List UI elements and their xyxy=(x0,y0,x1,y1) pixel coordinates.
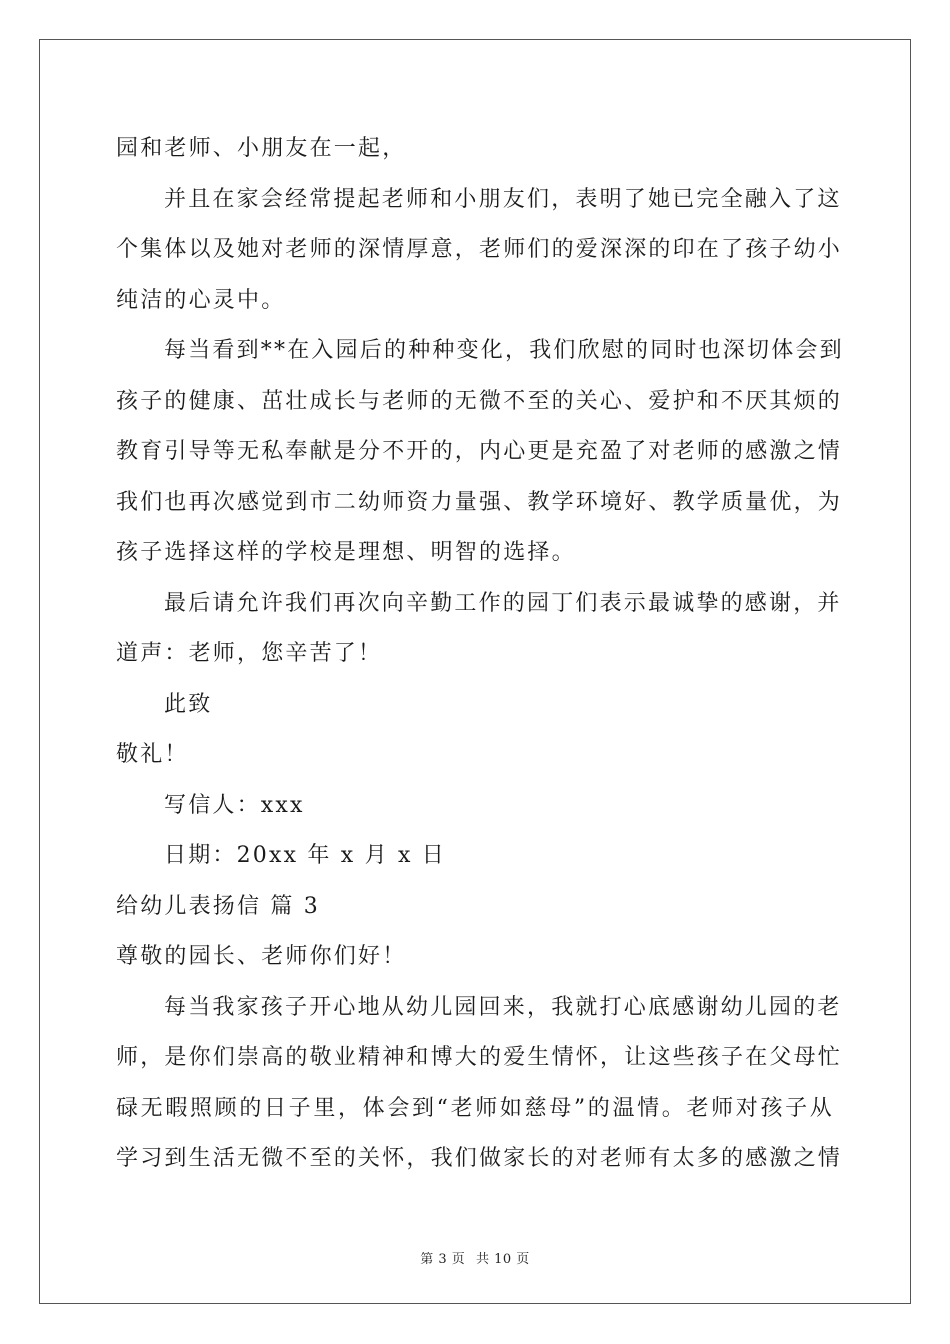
page-total: 共 10 页 xyxy=(475,1252,530,1267)
text-line: 道声：老师，您辛苦了！ xyxy=(116,641,383,666)
text-line: 孩子的健康、茁壮成长与老师的无微不至的关心、爱护和不厌其烦的 xyxy=(116,388,843,414)
text-line: 碌无暇照顾的日子里，体会到“老师如慈母”的温情。老师对孩子从 xyxy=(116,1095,834,1121)
text-line: 孩子选择这样的学校是理想、明智的选择。 xyxy=(116,540,576,565)
date-line: 日期：20xx 年 x 月 x 日 xyxy=(164,843,446,868)
text-line: 教育引导等无私奉献是分不开的，内心更是充盈了对老师的感激之情 xyxy=(116,439,843,464)
text-line: 每当看到**在入园后的种种变化，我们欣慰的同时也深切体会到 xyxy=(164,338,844,363)
text-line: 纯洁的心灵中。 xyxy=(116,287,286,313)
section-heading: 给幼儿表扬信 篇 3 xyxy=(116,893,320,919)
signature-line: 写信人：xxx xyxy=(164,792,305,818)
text-line: 个集体以及她对老师的深情厚意，老师们的爱深深的印在了孩子幼小 xyxy=(116,237,843,262)
page-footer xyxy=(0,1248,950,1267)
text-line: 并且在家会经常提起老师和小朋友们，表明了她已完全融入了这 xyxy=(164,186,842,212)
text-line: 每当我家孩子开心地从幼儿园回来，我就打心底感谢幼儿园的老 xyxy=(164,994,842,1020)
text-line: 师，是你们崇高的敬业精神和博大的爱生情怀，让这些孩子在父母忙 xyxy=(116,1045,843,1070)
text-line: 学习到生活无微不至的关怀，我们做家长的对老师有太多的感激之情 xyxy=(116,1146,843,1171)
page-number: 第 3 页 xyxy=(420,1252,466,1267)
text-line: 我们也再次感觉到市二幼师资力量强、教学环境好、教学质量优，为 xyxy=(116,489,843,515)
greeting-line: 尊敬的园长、老师你们好！ xyxy=(116,944,407,969)
text-line: 园和老师、小朋友在一起， xyxy=(116,136,407,161)
text-line: 最后请允许我们再次向辛勤工作的园丁们表示最诚挚的感谢，并 xyxy=(164,590,842,616)
closing-salutation: 此致 xyxy=(164,691,213,717)
letter-body xyxy=(116,124,844,1185)
closing-regards: 敬礼！ xyxy=(116,742,189,767)
